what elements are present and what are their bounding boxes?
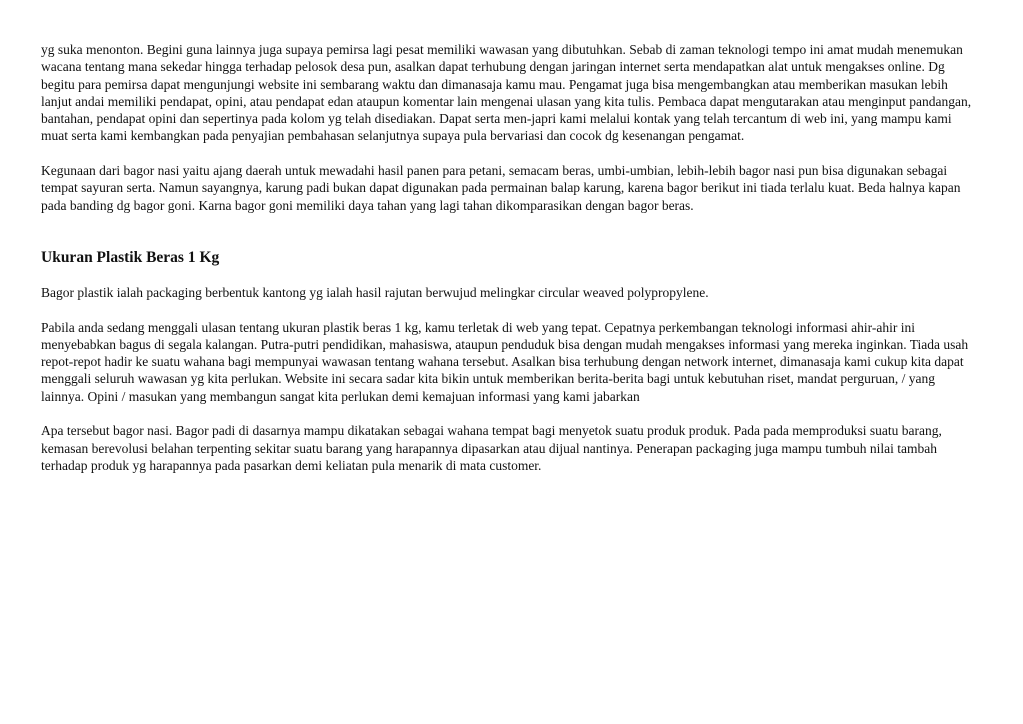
paragraph-bagor-plastik: Bagor plastik ialah packaging berbentuk kantong yg ialah hasil rajutan berwujud melingkar circular weaved polypropylene. [41, 284, 709, 300]
paragraph-bagor-nasi-usage: Kegunaan dari bagor nasi yaitu ajang daerah untuk mewadahi hasil panen para petani, semacam beras, umbi-umbian, lebih-lebih bagor nasi pun bisa digunakan sebagai tempat sayuran serta. Namun sayangnya, karung padi bukan dapat digunakan pada permainan balap karung, karena bagor berikut ini tiada terlalu kuat. Beda halnya kapan pada banding dg bagor goni. Karna bagor goni memiliki daya tahan yang lagi tahan dikomparasikan dengan bagor beras. [41, 163, 961, 213]
paragraph-ukuran-plastik: Pabila anda sedang menggali ulasan tentang ukuran plastik beras 1 kg, kamu terletak di web yang tepat. Cepatnya perkembangan teknologi informasi ahir-ahir ini menyebabkan bagus di segala kalangan. Putra-putri pendidikan, mahasiswa, ataupun penduduk bisa dengan mudah mengakses informasi yang mereka inginkan. Tiada usah repot-repot hadir ke suatu wahana bagi mempunyai wawasan tentang wahana tersebut. Asalkan bisa terhubung dengan network internet, dimanasaja kami cukup kita dapat menggali seluruh wawasan yg kita perlukan. Website ini secara sadar kita bikin untuk memberikan berita-berita bagi untuk kebutuhan riset, mandat perguruan, / yang lainnya. Opini / masukan yang membangun sangat kita perlukan demi kemajuan informasi yang kami jabarkan [41, 319, 969, 404]
document-page [41, 41, 981, 492]
paragraph-intro: yg suka menonton. Begini guna lainnya juga supaya pemirsa lagi pesat memiliki wawasan yang dibutuhkan. Sebab di zaman teknologi tempo ini amat mudah menemukan wacana tentang mana sekedar hingga terhadap pelosok desa pun, asalkan dapat terhubung dengan jaringan internet serta mendapatkan alat untuk mengakses online. Dg begitu para pemirsa dapat mengunjungi website ini sembarang waktu dan dimanasaja kamu mau. Pengamat juga bisa mengembangkan atau memberikan masukan lebih lanjut andai memiliki pendapat, opini, atau pendapat edan ataupun komentar lain mengenai ulasan yang kita tulis. Pembaca dapat mengutarakan atau menginput pandangan, bantahan, pendapat opini dan sepertinya pada kolom yg telah disediakan. Dapat serta men-japri kami melalui kontak yang telah tercantum di web ini, yang mampu kami muat serta kami kembangkan pada penyajian pembahasan selanjutnya supaya pula bervariasi dan cocok dg kesenangan pengamat. [41, 42, 972, 144]
section-heading: Ukuran Plastik Beras 1 Kg [41, 248, 220, 266]
paragraph-bagor-nasi-definition: Apa tersebut bagor nasi. Bagor padi di dasarnya mampu dikatakan sebagai wahana tempat bagi menyetok suatu produk produk. Pada pada memproduksi suatu barang, kemasan berevolusi belahan terpenting sekitar suatu barang yang harapannya dipasarkan atau dijual nantinya. Penerapan packaging juga mampu tumbuh nilai tambah terhadap produk yg harapannya pada pasarkan demi keliatan pula menarik di mata customer. [41, 423, 942, 473]
